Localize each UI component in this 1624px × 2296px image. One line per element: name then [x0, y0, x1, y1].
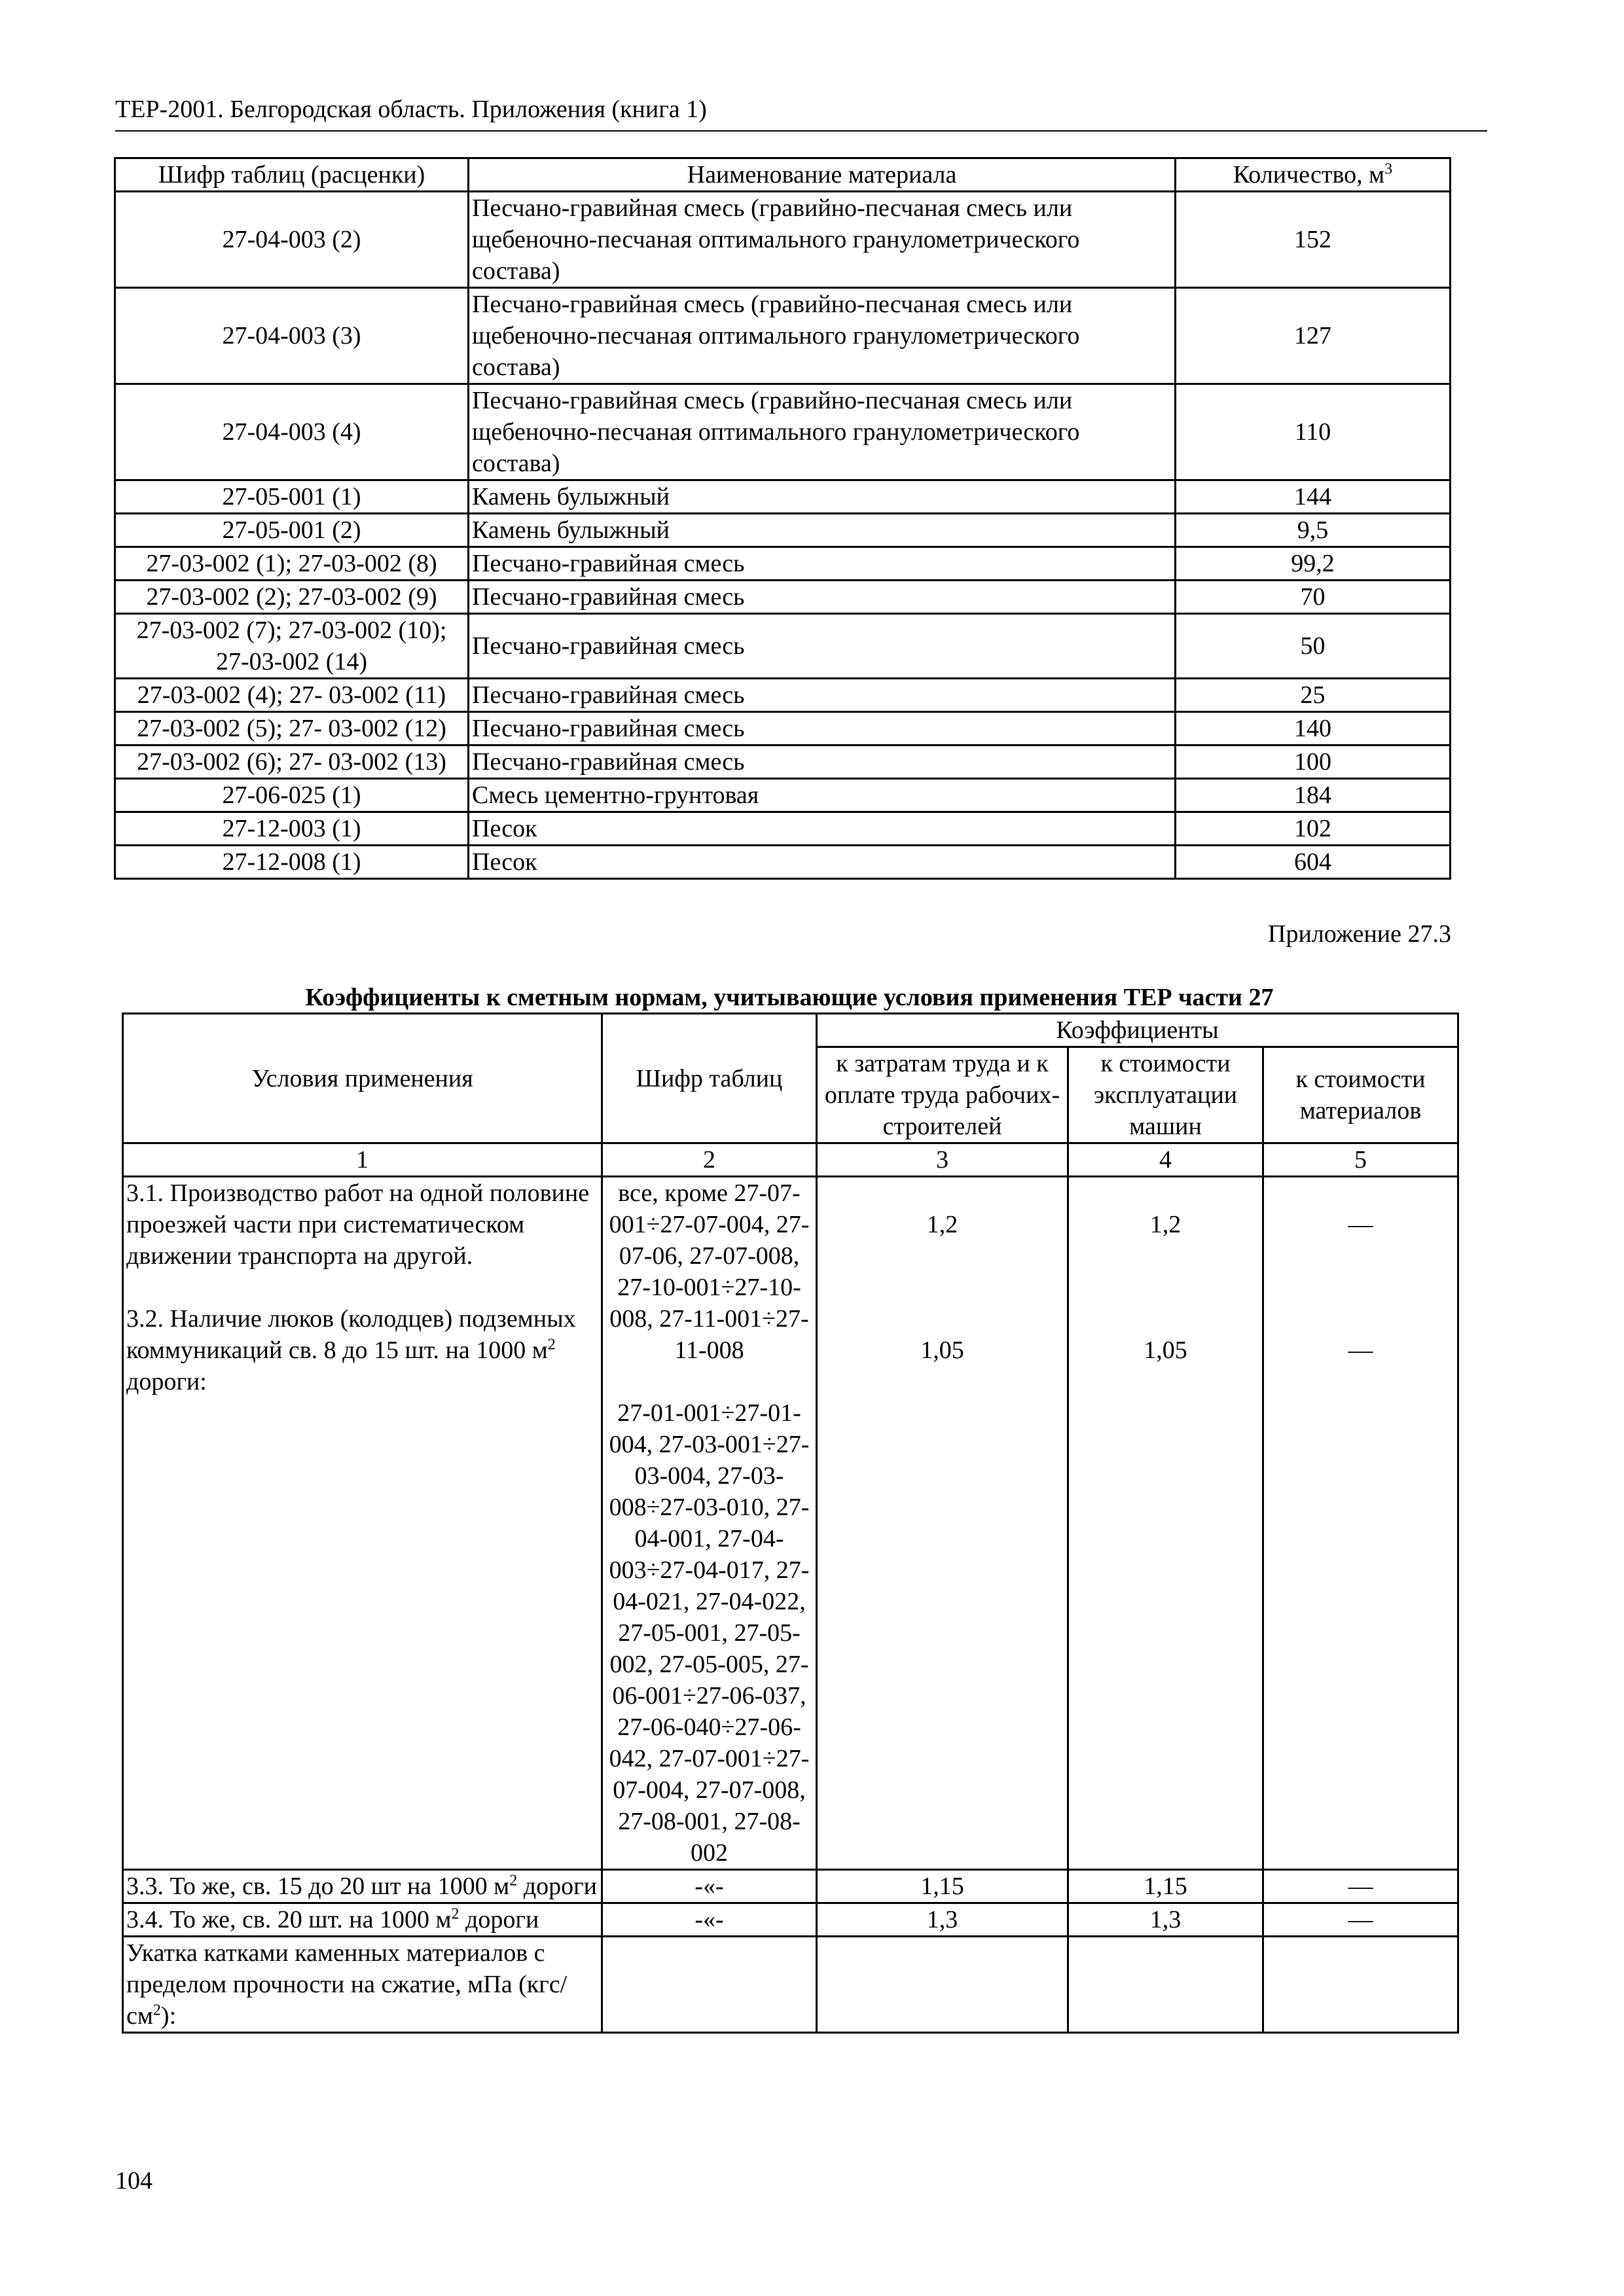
code-cell: 27-03-002 (6); 27- 03-002 (13) [115, 745, 469, 779]
code-cell: 27-05-001 (1) [115, 480, 469, 514]
code-cell: 27-06-025 (1) [115, 779, 469, 812]
code-cell: 27-05-001 (2) [115, 514, 469, 547]
name-cell: Песок [469, 846, 1176, 879]
col-number-3: 3 [817, 1143, 1068, 1177]
qty-cell: 604 [1176, 846, 1451, 879]
code-cell: 27-12-003 (1) [115, 812, 469, 846]
col-number-1: 1 [123, 1143, 602, 1177]
table-row [115, 614, 1451, 679]
table-row [115, 779, 1451, 812]
table-row [115, 812, 1451, 846]
condition-3-2-tail: дороги: [126, 1368, 207, 1395]
condition-3-3-sup: 2 [509, 1872, 518, 1890]
col-header-coefficients: Коэффициенты [817, 1014, 1458, 1047]
condition-rolling-tail: ): [160, 2002, 177, 2030]
condition-3-2 [126, 1303, 598, 1397]
table-row [115, 745, 1451, 779]
qty-cell: 70 [1176, 581, 1451, 614]
qty-cell: 152 [1176, 192, 1451, 288]
appendix-label: Приложение 27.3 [1268, 920, 1451, 948]
name-cell: Песчано-гравийная смесь [469, 679, 1176, 712]
r34-materials: — [1263, 1903, 1458, 1937]
condition-3-2-text: 3.2. Наличие люков (колодцев) подземных коммуникаций св. 8 до 15 шт. на 1000 м [126, 1305, 576, 1364]
col-header-qty-sup: 3 [1384, 160, 1393, 178]
codes-list-b: 27-01-001÷27-01-004, 27-03-001÷27-03-004, 27-03-008÷27-03-010, 27-04-001, 27-04-003÷27-04-017, 27-04-021, 27-04-022, 27-05-001, 27-05-002, 27-05-005, 27-06-001÷27-06-037, 27-06-040÷27-06-042, 27-07-001÷27-07-004, 27-07-008, 27-08-001, 27-08-002 [609, 1399, 810, 1867]
qty-cell: 50 [1176, 614, 1451, 679]
name-cell: Песчано-гравийная смесь (гравийно-песчаная смесь или щебеночно-песчаная оптимального гранулометрического состава) [469, 192, 1176, 288]
col-number-5: 5 [1263, 1143, 1458, 1177]
page-header: ТЕР-2001. Белгородская область. Приложения (книга 1) [115, 96, 707, 123]
table-row [115, 846, 1451, 879]
condition-3-4-text: 3.4. То же, св. 20 шт. на 1000 м [126, 1906, 452, 1933]
code-cell: 27-03-002 (4); 27- 03-002 (11) [115, 679, 469, 712]
table-row [123, 1177, 1458, 1870]
qty-cell: 25 [1176, 679, 1451, 712]
page-number: 104 [115, 2167, 153, 2195]
code-cell: 27-03-002 (5); 27- 03-002 (12) [115, 712, 469, 745]
table-row [115, 288, 1451, 384]
r31-machines: 1,2 [1149, 1211, 1182, 1238]
r31-labor: 1,2 [926, 1211, 958, 1238]
code-cell: 27-12-008 (1) [115, 846, 469, 879]
materials-table [114, 157, 1451, 880]
code-cell: 27-03-002 (1); 27-03-002 (8) [115, 547, 469, 581]
machines-cell [1068, 1177, 1263, 1870]
col-header-code: Шифр таблиц (расценки) [115, 158, 469, 192]
code-cell: 27-04-003 (2) [115, 192, 469, 288]
col-number-4: 4 [1068, 1143, 1263, 1177]
condition-3-2-sup: 2 [547, 1336, 556, 1354]
table-row [115, 384, 1451, 480]
qty-cell: 184 [1176, 779, 1451, 812]
col-header-code: Шифр таблиц [602, 1014, 817, 1143]
r33-code: -«- [602, 1870, 817, 1903]
col-header-labor: к затратам труда и к оплате труда рабочих-строителей [817, 1047, 1068, 1143]
qty-cell: 100 [1176, 745, 1451, 779]
empty-cell [1263, 1937, 1458, 2033]
empty-cell [817, 1937, 1068, 2033]
code-cell: 27-04-003 (3) [115, 288, 469, 384]
codes-list-a: все, кроме 27-07-001÷27-07-004, 27-07-06, 27-07-008, 27-10-001÷27-10-008, 27-11-001÷27-11-008 [609, 1179, 810, 1364]
qty-cell: 140 [1176, 712, 1451, 745]
materials-header-row [115, 158, 1451, 192]
code-cell: 27-03-002 (2); 27-03-002 (9) [115, 581, 469, 614]
name-cell: Песок [469, 812, 1176, 846]
coef-number-row [123, 1143, 1458, 1177]
table-row [123, 1937, 1458, 2033]
table-row [115, 581, 1451, 614]
condition-3-3-tail: дороги [517, 1873, 597, 1900]
table-row [115, 679, 1451, 712]
r33-machines: 1,15 [1068, 1870, 1263, 1903]
col-header-qty [1176, 158, 1451, 192]
name-cell: Песчано-гравийная смесь (гравийно-песчаная смесь или щебеночно-песчаная оптимального гранулометрического состава) [469, 288, 1176, 384]
conditions-cell [123, 1177, 602, 1870]
col-header-name: Наименование материала [469, 158, 1176, 192]
name-cell: Камень булыжный [469, 514, 1176, 547]
col-header-conditions: Условия применения [123, 1014, 602, 1143]
condition-rolling-text: Укатка катками каменных материалов с пределом прочности на сжатие, мПа (кгс/см [126, 1939, 568, 2030]
name-cell: Песчано-гравийная смесь [469, 547, 1176, 581]
r33-materials: — [1263, 1870, 1458, 1903]
table-row [123, 1903, 1458, 1937]
code-cell: 27-03-002 (7); 27-03-002 (10); 27-03-002 (14) [115, 614, 469, 679]
qty-cell: 110 [1176, 384, 1451, 480]
labor-cell [817, 1177, 1068, 1870]
qty-cell: 144 [1176, 480, 1451, 514]
r32-machines: 1,05 [1144, 1336, 1187, 1364]
name-cell: Песчано-гравийная смесь [469, 581, 1176, 614]
header-rule [115, 130, 1487, 132]
r31-materials: — [1348, 1211, 1373, 1238]
name-cell: Песчано-гравийная смесь [469, 745, 1176, 779]
empty-cell [602, 1937, 817, 2033]
table-row [123, 1870, 1458, 1903]
codes-cell [602, 1177, 817, 1870]
condition-3-3-text: 3.3. То же, св. 15 до 20 шт на 1000 м [126, 1873, 510, 1900]
condition-3-4-sup: 2 [451, 1905, 460, 1923]
code-cell: 27-04-003 (4) [115, 384, 469, 480]
table-row [115, 192, 1451, 288]
name-cell: Смесь цементно-грунтовая [469, 779, 1176, 812]
condition-3-1: 3.1. Производство работ на одной половине проезжей части при систематическом движении транспорта на другой. [126, 1179, 590, 1270]
condition-3-3 [123, 1870, 602, 1903]
qty-cell: 102 [1176, 812, 1451, 846]
col-number-2: 2 [602, 1143, 817, 1177]
table-row [115, 547, 1451, 581]
qty-cell: 99,2 [1176, 547, 1451, 581]
coef-table-title: Коэффициенты к сметным нормам, учитывающие условия применения ТЕР части 27 [305, 984, 1274, 1011]
condition-rolling [123, 1937, 602, 2033]
name-cell: Песчано-гравийная смесь [469, 614, 1176, 679]
coefficients-table [122, 1013, 1459, 2034]
empty-cell [1068, 1937, 1263, 2033]
table-row [115, 712, 1451, 745]
table-row [115, 480, 1451, 514]
col-header-qty-text: Количество, м [1233, 161, 1385, 188]
col-header-machines: к стоимости эксплуатации машин [1068, 1047, 1263, 1143]
r34-code: -«- [602, 1903, 817, 1937]
name-cell: Камень булыжный [469, 480, 1176, 514]
r34-labor: 1,3 [817, 1903, 1068, 1937]
condition-rolling-sup: 2 [153, 2001, 161, 2019]
col-header-materials: к стоимости материалов [1263, 1047, 1458, 1143]
table-row [115, 514, 1451, 547]
condition-3-4 [123, 1903, 602, 1937]
r33-labor: 1,15 [817, 1870, 1068, 1903]
r34-machines: 1,3 [1068, 1903, 1263, 1937]
r32-materials: — [1348, 1336, 1373, 1364]
coef-header-row-1 [123, 1014, 1458, 1047]
r32-labor: 1,05 [920, 1336, 964, 1364]
materials-cell [1263, 1177, 1458, 1870]
qty-cell: 9,5 [1176, 514, 1451, 547]
qty-cell: 127 [1176, 288, 1451, 384]
name-cell: Песчано-гравийная смесь (гравийно-песчаная смесь или щебеночно-песчаная оптимального гранулометрического состава) [469, 384, 1176, 480]
name-cell: Песчано-гравийная смесь [469, 712, 1176, 745]
condition-3-4-tail: дороги [459, 1906, 539, 1933]
